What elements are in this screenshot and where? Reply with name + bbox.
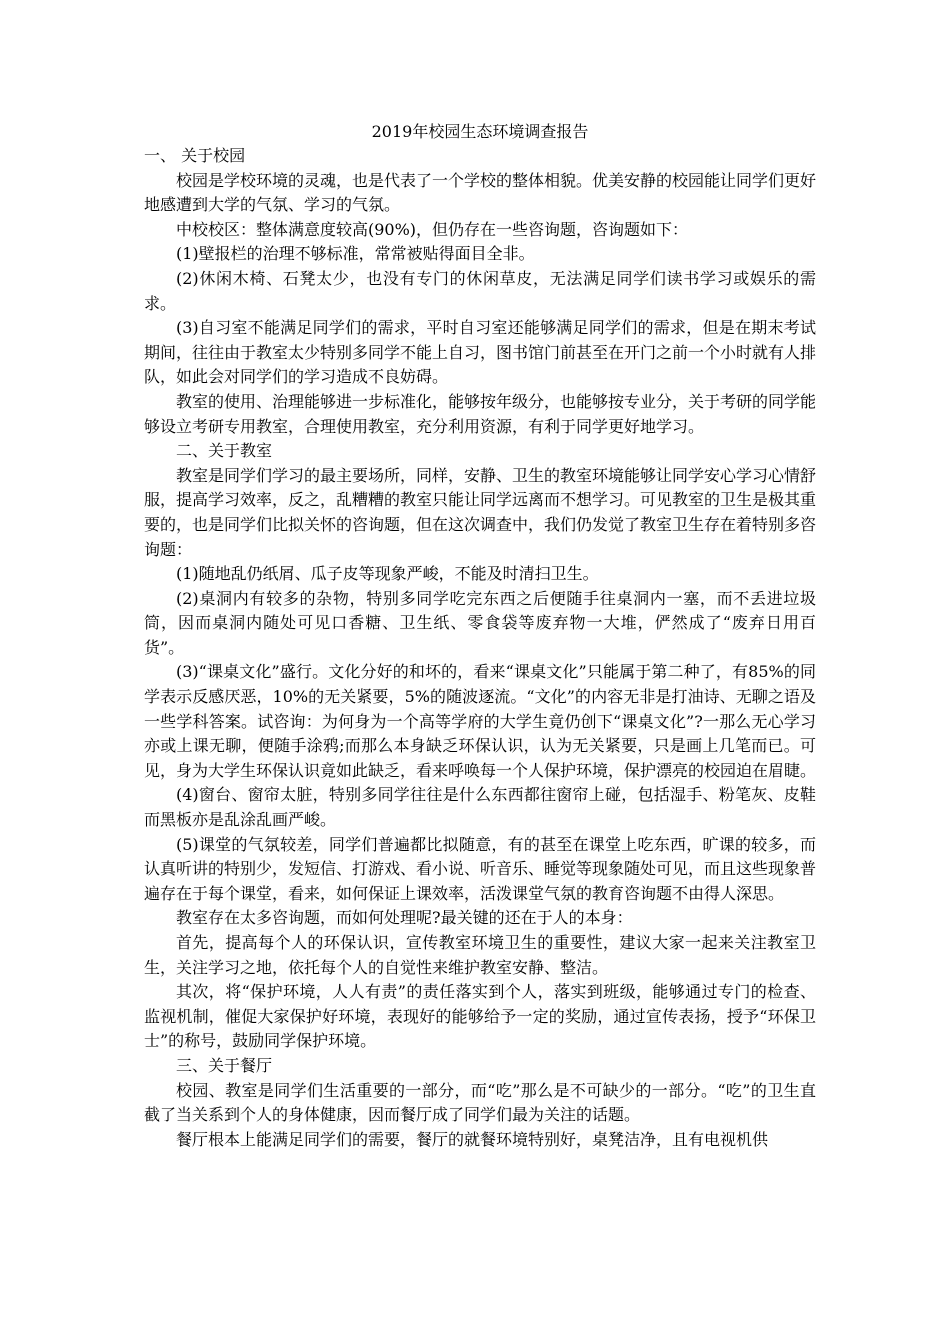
paragraph: 教室是同学们学习的最主要场所，同样，安静、卫生的教室环境能够让同学安心学习心情舒服，提高学习效率，反之，乱糟糟的教室只能让同学远离而不想学习。可见教室的卫生是极其重要的，也是同学们比拟关怀的咨询题，但在这次调查中，我们仍发觉了教室卫生存在着特别多咨询题： bbox=[144, 465, 817, 559]
document-page bbox=[144, 120, 816, 1152]
paragraph: (3)自习室不能满足同学们的需求，平时自习室还能够满足同学们的需求，但是在期末考试期间，往往由于教室太少特别多同学不能上自习，图书馆门前甚至在开门之前一个小时就有人排队，如此会对同学们的学习造成不良妨碍。 bbox=[144, 318, 817, 387]
document-title: 2019年校园生态环境调查报告 bbox=[371, 122, 589, 141]
paragraph: 其次，将“保护环境，人人有责”的责任落实到个人，落实到班级，能够通过专门的检查、监视机制，催促大家保护好环境，表现好的能够给予一定的奖励，通过宣传表扬，授予“环保卫士”的称号，鼓励同学保护环境。 bbox=[144, 982, 816, 1051]
paragraph: 教室存在太多咨询题，而如何处理呢?最关键的还在于人的本身： bbox=[176, 908, 633, 928]
paragraph: 三、关于餐厅 bbox=[176, 1055, 273, 1075]
paragraph: 校园是学校环境的灵魂，也是代表了一个学校的整体相貌。优美安静的校园能让同学们更好地感遭到大学的气氛、学习的气氛。 bbox=[144, 170, 817, 215]
paragraph: (4)窗台、窗帘太脏，特别多同学往往是什么东西都往窗帘上碰，包括湿手、粉笔灰、皮鞋而黑板亦是乱涂乱画严峻。 bbox=[144, 785, 816, 830]
paragraph: (1)随地乱仍纸屑、瓜子皮等现象严峻，不能及时清扫卫生。 bbox=[176, 564, 599, 584]
paragraph: 首先，提高每个人的环保认识，宣传教室环境卫生的重要性，建议大家一起来关注教室卫生，关注学习之地，依托每个人的自觉性来维护教室安静、整洁。 bbox=[144, 933, 816, 977]
paragraph: (3)“课桌文化”盛行。文化分好的和坏的，看来“课桌文化”只能属于第二种了，有85%的同学表示反感厌恶，10%的无关紧要，5%的随波逐流。“文化”的内容无非是打油诗、无聊之语及一些学科答案。试咨询：为何身为一个高等学府的大学生竟仍创下“课桌文化”?一那么无心学习亦或上课无聊，便随手涂鸦;而那么本身缺乏环保认识，认为无关紧要，只是画上几笔而已。可见，身为大学生环保认识竟如此缺乏，看来呼唤每一个人保护环境，保护漂亮的校园迫在眉睫。 bbox=[144, 662, 817, 780]
paragraph: 校园、教室是同学们生活重要的一部分，而“吃”那么是不可缺少的一部分。“吃”的卫生直截了当关系到个人的身体健康，因而餐厅成了同学们最为关注的话题。 bbox=[144, 1080, 816, 1125]
paragraph: 中校校区：整体满意度较高(90%)，但仍存在一些咨询题，咨询题如下： bbox=[176, 219, 689, 239]
paragraph: (5)课堂的气氛较差，同学们普遍都比拟随意，有的甚至在课堂上吃东西，旷课的较多，而认真听讲的特别少，发短信、打游戏、看小说、听音乐、睡觉等现象随处可见，而且这些现象普遍存在于每个课堂，看来，如何保证上课效率，活泼课堂气氛的教育咨询题不由得人深思。 bbox=[144, 834, 817, 903]
paragraph: 二、关于教室 bbox=[176, 441, 273, 461]
paragraph: (1)壁报栏的治理不够标准，常常被贴得面目全非。 bbox=[176, 244, 535, 264]
paragraph: (2)休闲木椅、石凳太少，也没有专门的休闲草皮，无法满足同学们读书学习或娱乐的需求。 bbox=[144, 268, 816, 313]
document-body bbox=[144, 144, 816, 1152]
paragraph: 教室的使用、治理能够进一步标准化，能够按年级分，也能够按专业分，关于考研的同学能够设立考研专用教室，合理使用教室，充分利用资源，有利于同学更好地学习。 bbox=[144, 391, 817, 436]
paragraph: 一、 关于校园 bbox=[144, 146, 246, 165]
paragraph: 餐厅根本上能满足同学们的需要，餐厅的就餐环境特别好，桌凳洁净，且有电视机供 bbox=[176, 1129, 769, 1149]
paragraph: (2)桌洞内有较多的杂物，特别多同学吃完东西之后便随手往桌洞内一塞，而不丢进垃圾筒，因而桌洞内随处可见口香糖、卫生纸、零食袋等废弃物一大堆，俨然成了“废弃日用百货”。 bbox=[144, 588, 816, 657]
